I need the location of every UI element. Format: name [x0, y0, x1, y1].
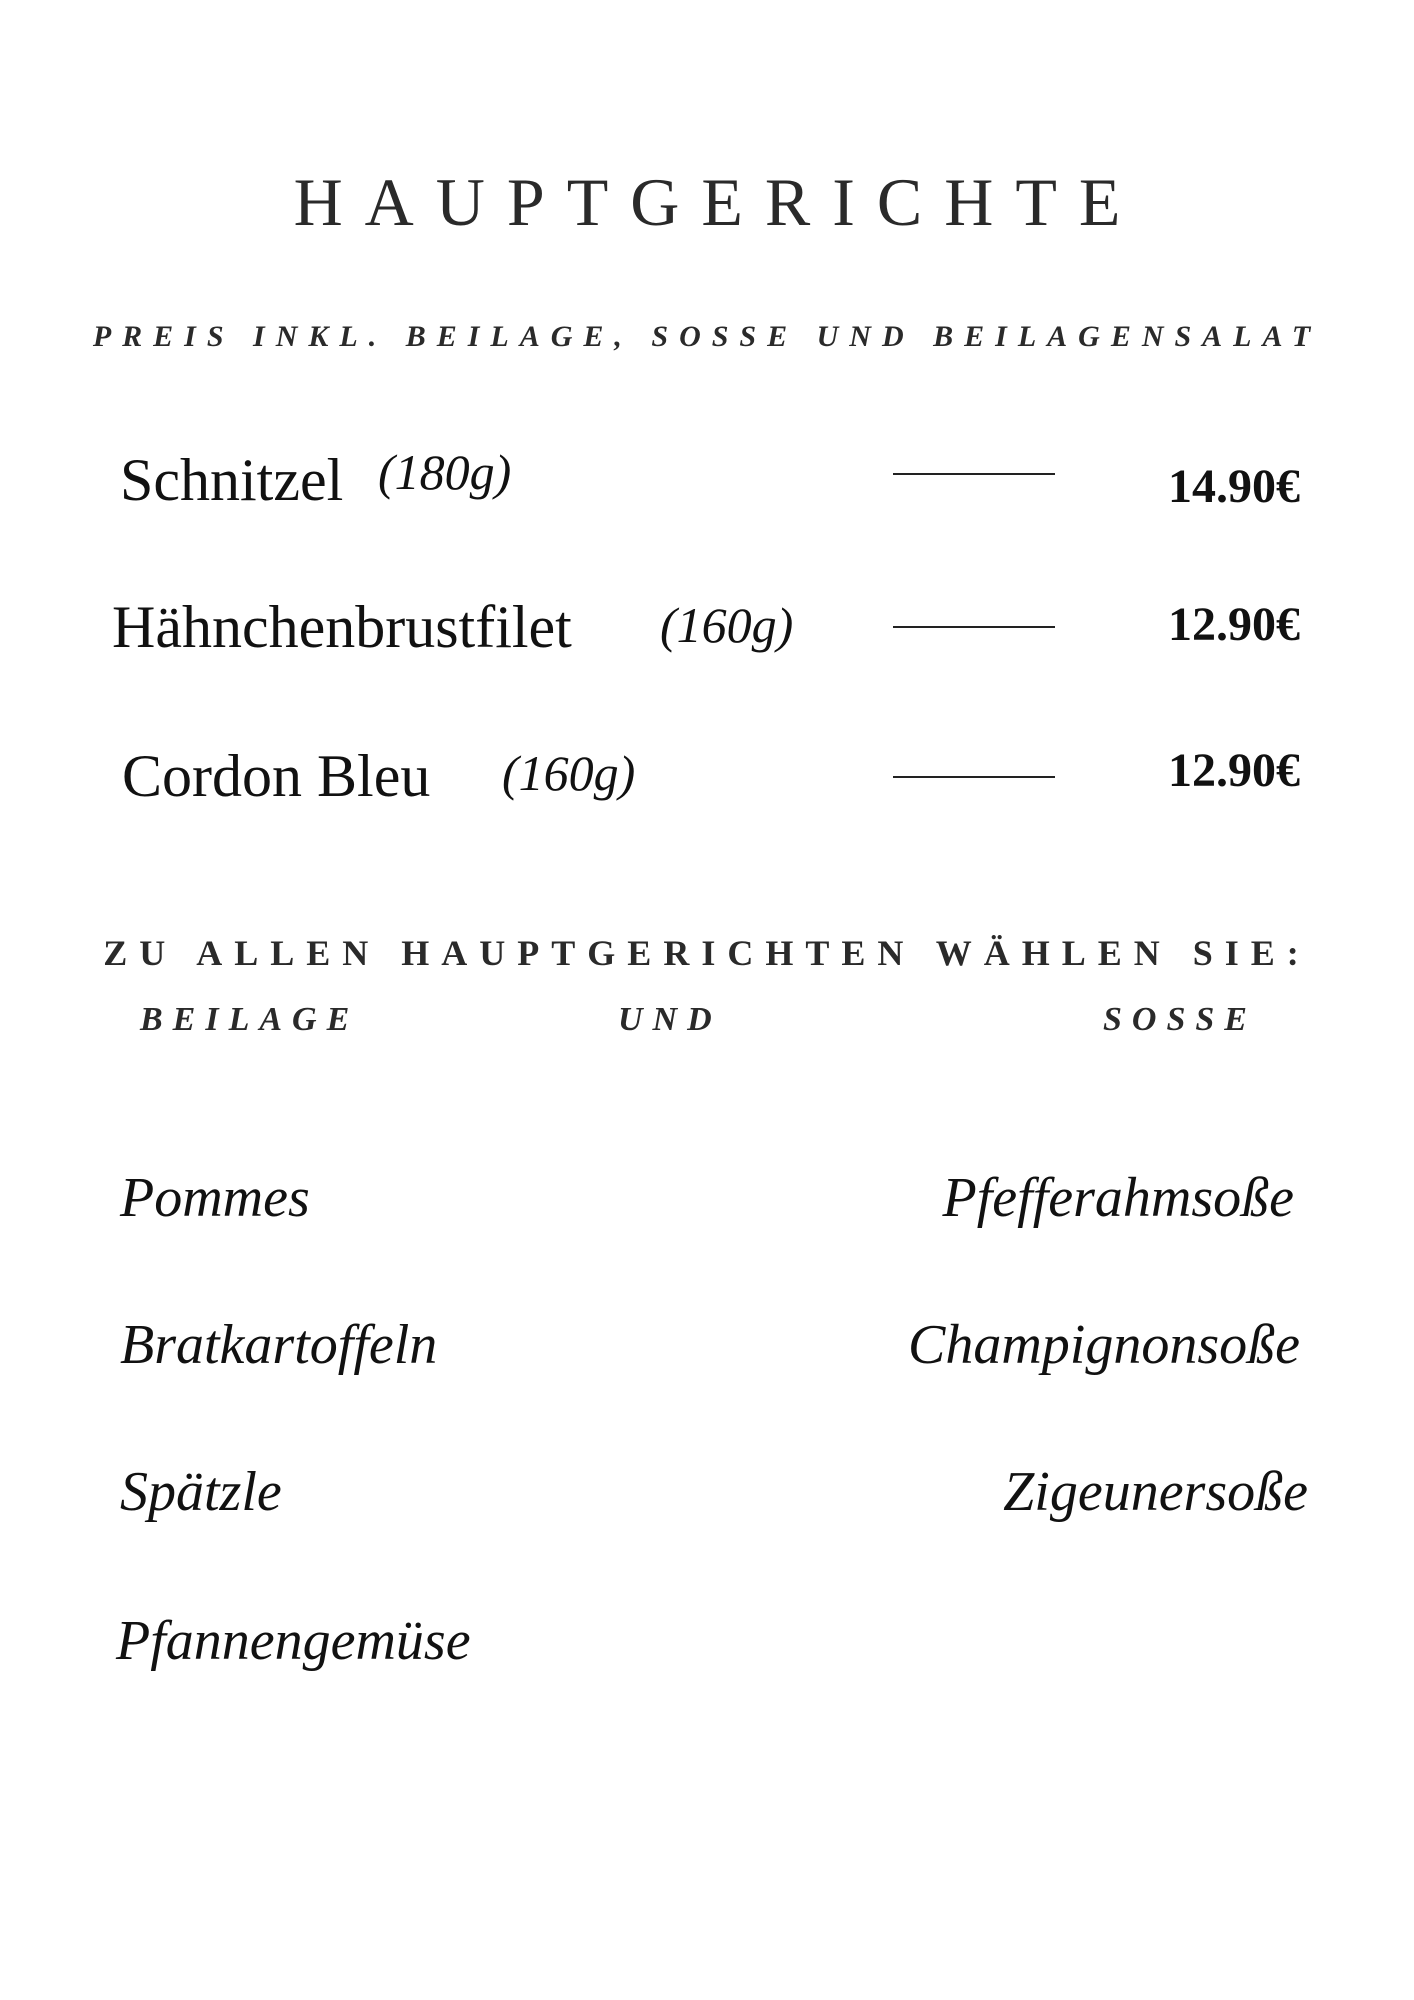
dish-price-haehnchenbrustfilet: 12.90€ — [1168, 598, 1300, 651]
dish-weight-haehnchenbrustfilet: (160g) — [660, 597, 794, 653]
side-option: Bratkartoffeln — [120, 1314, 438, 1376]
side-option: Spätzle — [120, 1461, 282, 1523]
dish-divider — [893, 473, 1055, 475]
side-label: BEILAGE — [140, 1001, 360, 1038]
page-title: HAUPTGERICHTE — [293, 164, 1143, 240]
dish-name-cordon-bleu: Cordon Bleu — [122, 743, 431, 809]
dish-price-schnitzel: 14.90€ — [1168, 460, 1300, 513]
choice-heading: ZU ALLEN HAUPTGERICHTEN WÄHLEN SIE: — [103, 933, 1311, 973]
sauce-option: Champignonsoße — [908, 1314, 1300, 1376]
dish-weight-cordon-bleu: (160g) — [502, 745, 636, 801]
side-option: Pommes — [120, 1167, 310, 1229]
dish-name-schnitzel: Schnitzel — [120, 447, 344, 513]
sauce-option: Zigeunersoße — [1003, 1461, 1308, 1523]
sauce-option: Pfefferahmsoße — [942, 1167, 1294, 1229]
dish-name-haehnchenbrustfilet: Hähnchenbrustfilet — [112, 594, 572, 660]
sauce-label: SOSSE — [1103, 1001, 1257, 1038]
dish-divider — [893, 776, 1055, 778]
side-option: Pfannengemüse — [116, 1610, 471, 1672]
price-note: PREIS INKL. BEILAGE, SOSSE UND BEILAGENSALAT — [92, 320, 1322, 353]
and-label: UND — [618, 1001, 722, 1038]
dish-divider — [893, 626, 1055, 628]
dish-weight-schnitzel: (180g) — [378, 444, 512, 500]
dish-price-cordon-bleu: 12.90€ — [1168, 744, 1300, 797]
